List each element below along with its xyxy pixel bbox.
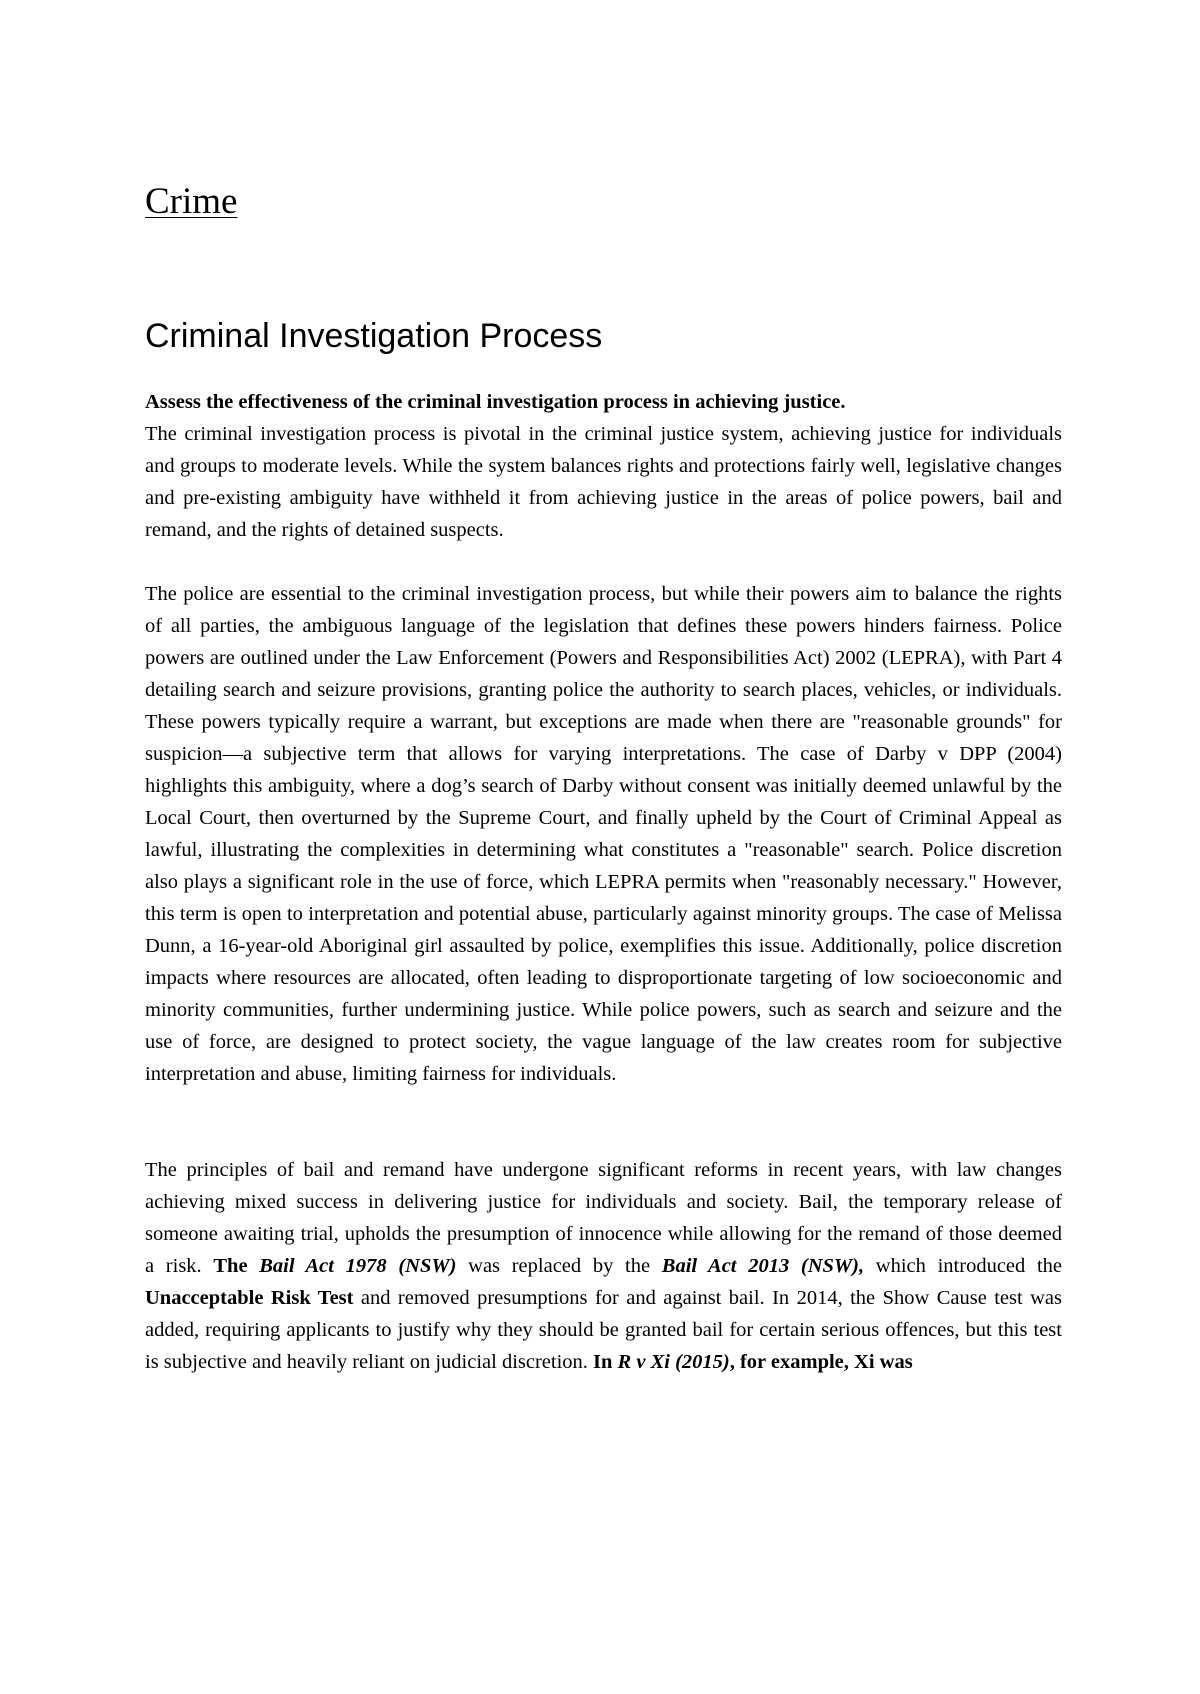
paragraph-text-segment: and removed presumptions for and against bail. In 2014, the Show Cause test was added, requiring applicants to justify why they should be granted bail for certain serious offences, but this test is subjective and heavily reliant on judicial discretion. — [145, 1287, 1062, 1373]
bold-term: Unacceptable Risk Test — [145, 1287, 354, 1309]
legislation-citation: Bail Act 2013 (NSW), — [661, 1255, 865, 1277]
paragraph-text-segment: which introduced the — [864, 1255, 1063, 1277]
paragraph-bail-remand — [145, 1154, 1062, 1378]
case-citation: R v Xi (2015) — [617, 1351, 730, 1373]
essay-question: Assess the effectiveness of the criminal investigation process in achieving justice. — [145, 391, 846, 413]
bold-text-segment: The — [213, 1255, 260, 1277]
bold-text-segment: , for example, Xi was — [729, 1351, 913, 1373]
paragraph-police-powers: The police are essential to the criminal investigation process, but while their powers aim to balance the rights of all parties, the ambiguous language of the legislation that defines these powers hinders fairness. Police powers are outlined under the Law Enforcement (Powers and Responsibilities Act) 2002 (LEPRA), with Part 4 detailing search and seizure provisions, granting police the authority to search places, vehicles, or individuals. These powers typically require a warrant, but exceptions are made when there are "reasonable grounds" for suspicion—a subjective term that allows for varying interpretations. The case of Darby v DPP (2004) highlights this ambiguity, where a dog’s search of Darby without consent was initially deemed unlawful by the Local Court, then overturned by the Supreme Court, and finally upheld by the Court of Criminal Appeal as lawful, illustrating the complexities in determining what constitutes a "reasonable" search. Police discretion also plays a significant role in the use of force, which LEPRA permits when "reasonably necessary." However, this term is open to interpretation and potential abuse, particularly against minority groups. The case of Melissa Dunn, a 16-year-old Aboriginal girl assaulted by police, exemplifies this issue. Additionally, police discretion impacts where resources are allocated, often leading to disproportionate targeting of low socioeconomic and minority communities, further undermining justice. While police powers, such as search and seizure and the use of force, are designed to protect society, the vague language of the law creates room for subjective interpretation and abuse, limiting fairness for individuals. — [145, 583, 1062, 1085]
paragraph-text-segment: was replaced by the — [456, 1255, 662, 1277]
bold-text-segment: In — [593, 1351, 618, 1373]
paragraph-intro: The criminal investigation process is pivotal in the criminal justice system, achieving justice for individuals and groups to moderate levels. While the system balances rights and protections fairly well, legislative changes and pre-existing ambiguity have withheld it from achieving justice in the areas of police powers, bail and remand, and the rights of detained suspects. — [145, 423, 1062, 541]
section-heading: Criminal Investigation Process — [145, 317, 603, 355]
page-title: Crime — [145, 181, 238, 222]
document-body — [145, 386, 1062, 1378]
legislation-citation: Bail Act 1978 (NSW) — [259, 1255, 457, 1277]
paragraph-text-segment: The principles of bail and remand have undergone significant reforms in recent years, with law changes achieving mixed success in delivering justice for individuals and society. Bail, the temporary release of someone awaiting trial, upholds the presumption of innocence while allowing for the remand of those deemed a risk. — [145, 1159, 1062, 1277]
